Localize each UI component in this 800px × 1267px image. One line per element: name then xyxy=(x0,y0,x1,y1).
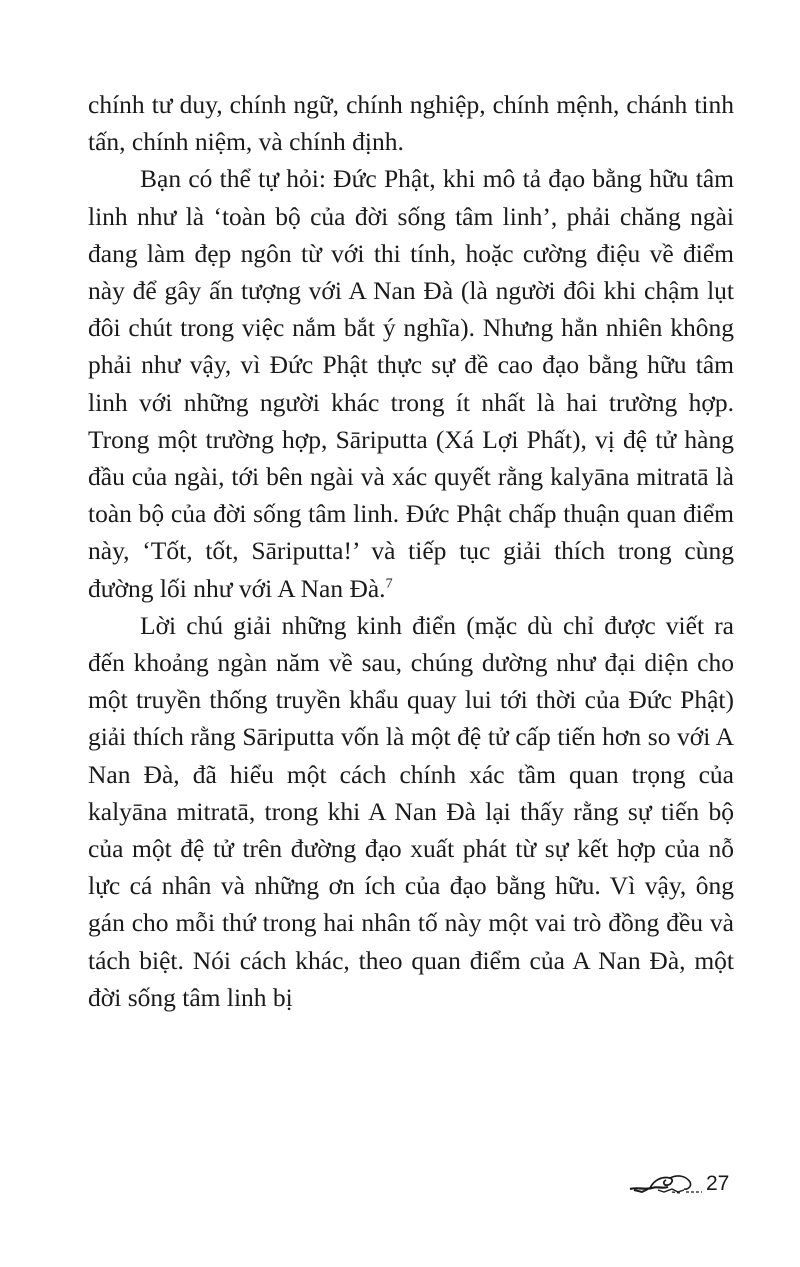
paragraph-continuation xyxy=(88,86,734,160)
paragraph-spiritual-friendship xyxy=(88,160,734,606)
paragraph-text: Lời chú giải những kinh điển (mặc dù chỉ được viết ra đến khoảng ngàn năm về sau, chúng dường như đại diện cho một truyền thống truyền khẩu quay lui tới thời của Đức Phật) giải thích rằng Sāriputta vốn là một đệ tử cấp tiến hơn so với A Nan Đà, đã hiểu một cách chính xác tầm quan trọng của kalyāna mitratā, trong khi A Nan Đà lại thấy rằng sự tiến bộ của một đệ tử trên đường đạo xuất phát từ sự kết hợp của nỗ lực cá nhân và những ơn ích của đạo bằng hữu. Vì vậy, ông gán cho mỗi thứ trong hai nhân tố này một vai trò đồng đều và tách biệt. Nói cách khác, theo quan điểm của A Nan Đà, một đời sống tâm linh bị xyxy=(88,610,734,1012)
body-text xyxy=(88,86,734,1016)
decorative-flourish-icon xyxy=(628,1170,704,1198)
page-number: 27 xyxy=(706,1172,730,1195)
paragraph-text: Bạn có thể tự hỏi: Đức Phật, khi mô tả đạo bằng hữu tâm linh như là ‘toàn bộ của đời sống tâm linh’, phải chăng ngài đang làm đẹp ngôn từ với thi tính, hoặc cường điệu về điểm này để gây ấn tượng với A Nan Đà (là người đôi khi chậm lụt đôi chút trong việc nắm bắt ý nghĩa). Nhưng hẳn nhiên không phải như vậy, vì Đức Phật thực sự đề cao đạo bằng hữu tâm linh với những người khác trong ít nhất là hai trường hợp. Trong một trường hợp, Sāriputta (Xá Lợi Phất), vị đệ tử hàng đầu của ngài, tới bên ngài và xác quyết rằng kalyāna mitratā là toàn bộ của đời sống tâm linh. Đức Phật chấp thuận quan điểm này, ‘Tốt, tốt, Sāriputta!’ và tiếp tục giải thích trong cùng đường lối như với A Nan Đà. xyxy=(88,164,734,603)
paragraph-commentary xyxy=(88,607,734,1016)
paragraph-text: chính tư duy, chính ngữ, chính nghiệp, chính mệnh, chánh tinh tấn, chính niệm, và chính định. xyxy=(88,90,734,157)
footnote-marker: 7 xyxy=(385,576,393,592)
page-footer xyxy=(628,1170,738,1200)
